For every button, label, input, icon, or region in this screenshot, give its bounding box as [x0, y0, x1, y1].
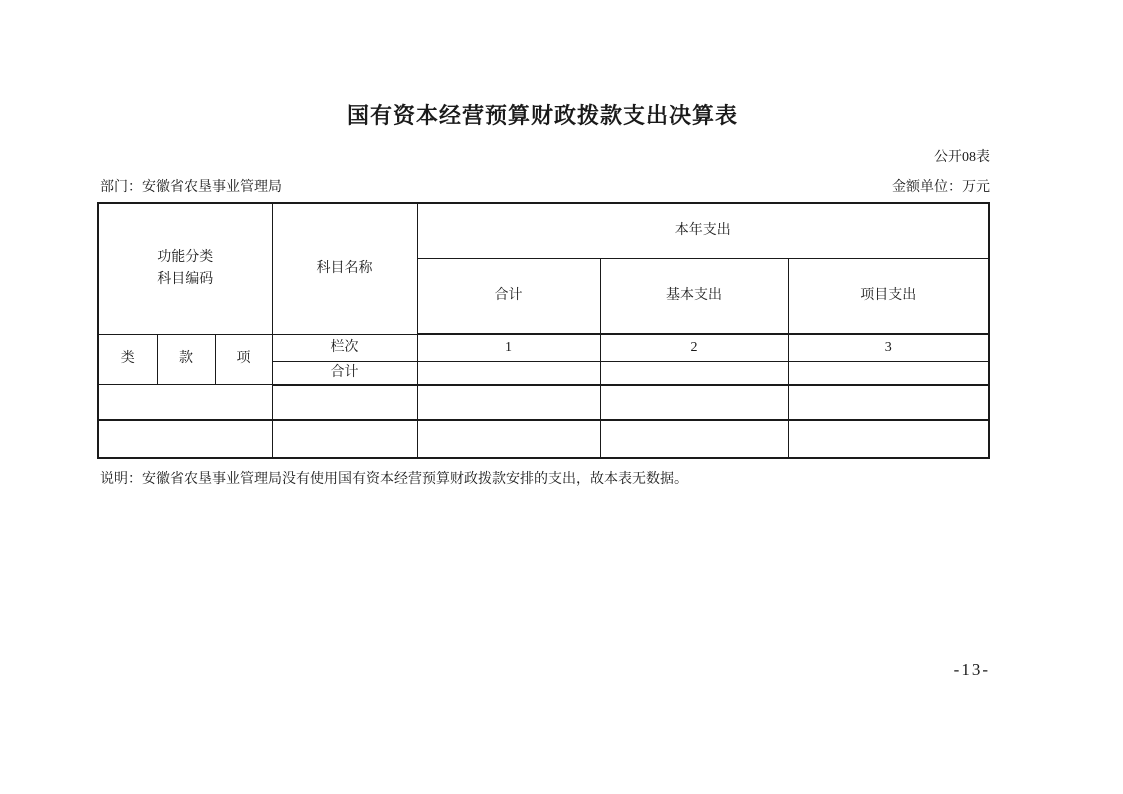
functional-classification-line1: 功能分类: [157, 249, 214, 265]
column-index-3: 3: [788, 334, 989, 361]
grand-total-sum: [417, 361, 600, 385]
header-class: 类: [98, 334, 157, 385]
expenditure-table: [97, 202, 990, 459]
grand-total-basic: [600, 361, 788, 385]
functional-classification-line2: 科目编码: [157, 271, 214, 287]
column-index-label: 栏次: [272, 334, 417, 361]
column-index-row: [98, 334, 989, 361]
header-item: 项: [215, 334, 272, 385]
column-index-1: 1: [417, 334, 600, 361]
row-project-cell: [788, 385, 989, 420]
header-total: 合计: [417, 258, 600, 334]
header-functional-classification-code: [98, 203, 272, 334]
row-total-cell: [417, 385, 600, 420]
header-project-expenditure: 项目支出: [788, 258, 989, 334]
row-basic-cell: [600, 385, 788, 420]
row-code-cell: [98, 385, 272, 420]
header-basic-expenditure: 基本支出: [600, 258, 788, 334]
table-row: [98, 385, 989, 420]
page-title: 国有资本经营预算财政拨款支出决算表: [346, 103, 738, 128]
header-current-year-expenditure: 本年支出: [417, 203, 989, 258]
header-section: 款: [157, 334, 215, 385]
grand-total-project: [788, 361, 989, 385]
page-number: -13-: [953, 660, 990, 679]
explanatory-note: 说明：安徽省农垦事业管理局没有使用国有资本经营预算财政拨款安排的支出，故本表无数据。: [100, 472, 688, 487]
table-row: [98, 420, 989, 458]
department-label: 部门：安徽省农垦事业管理局: [100, 180, 282, 195]
row-subject-cell: [272, 385, 417, 420]
row-basic-cell: [600, 420, 788, 458]
header-subject-name: 科目名称: [272, 203, 417, 334]
table-header-row-1: [98, 203, 989, 258]
row-code-cell: [98, 420, 272, 458]
table-code-label: 公开08表: [934, 150, 990, 165]
grand-total-label: 合计: [272, 361, 417, 385]
column-index-2: 2: [600, 334, 788, 361]
row-total-cell: [417, 420, 600, 458]
amount-unit-label: 金额单位：万元: [892, 180, 990, 195]
row-subject-cell: [272, 420, 417, 458]
row-project-cell: [788, 420, 989, 458]
